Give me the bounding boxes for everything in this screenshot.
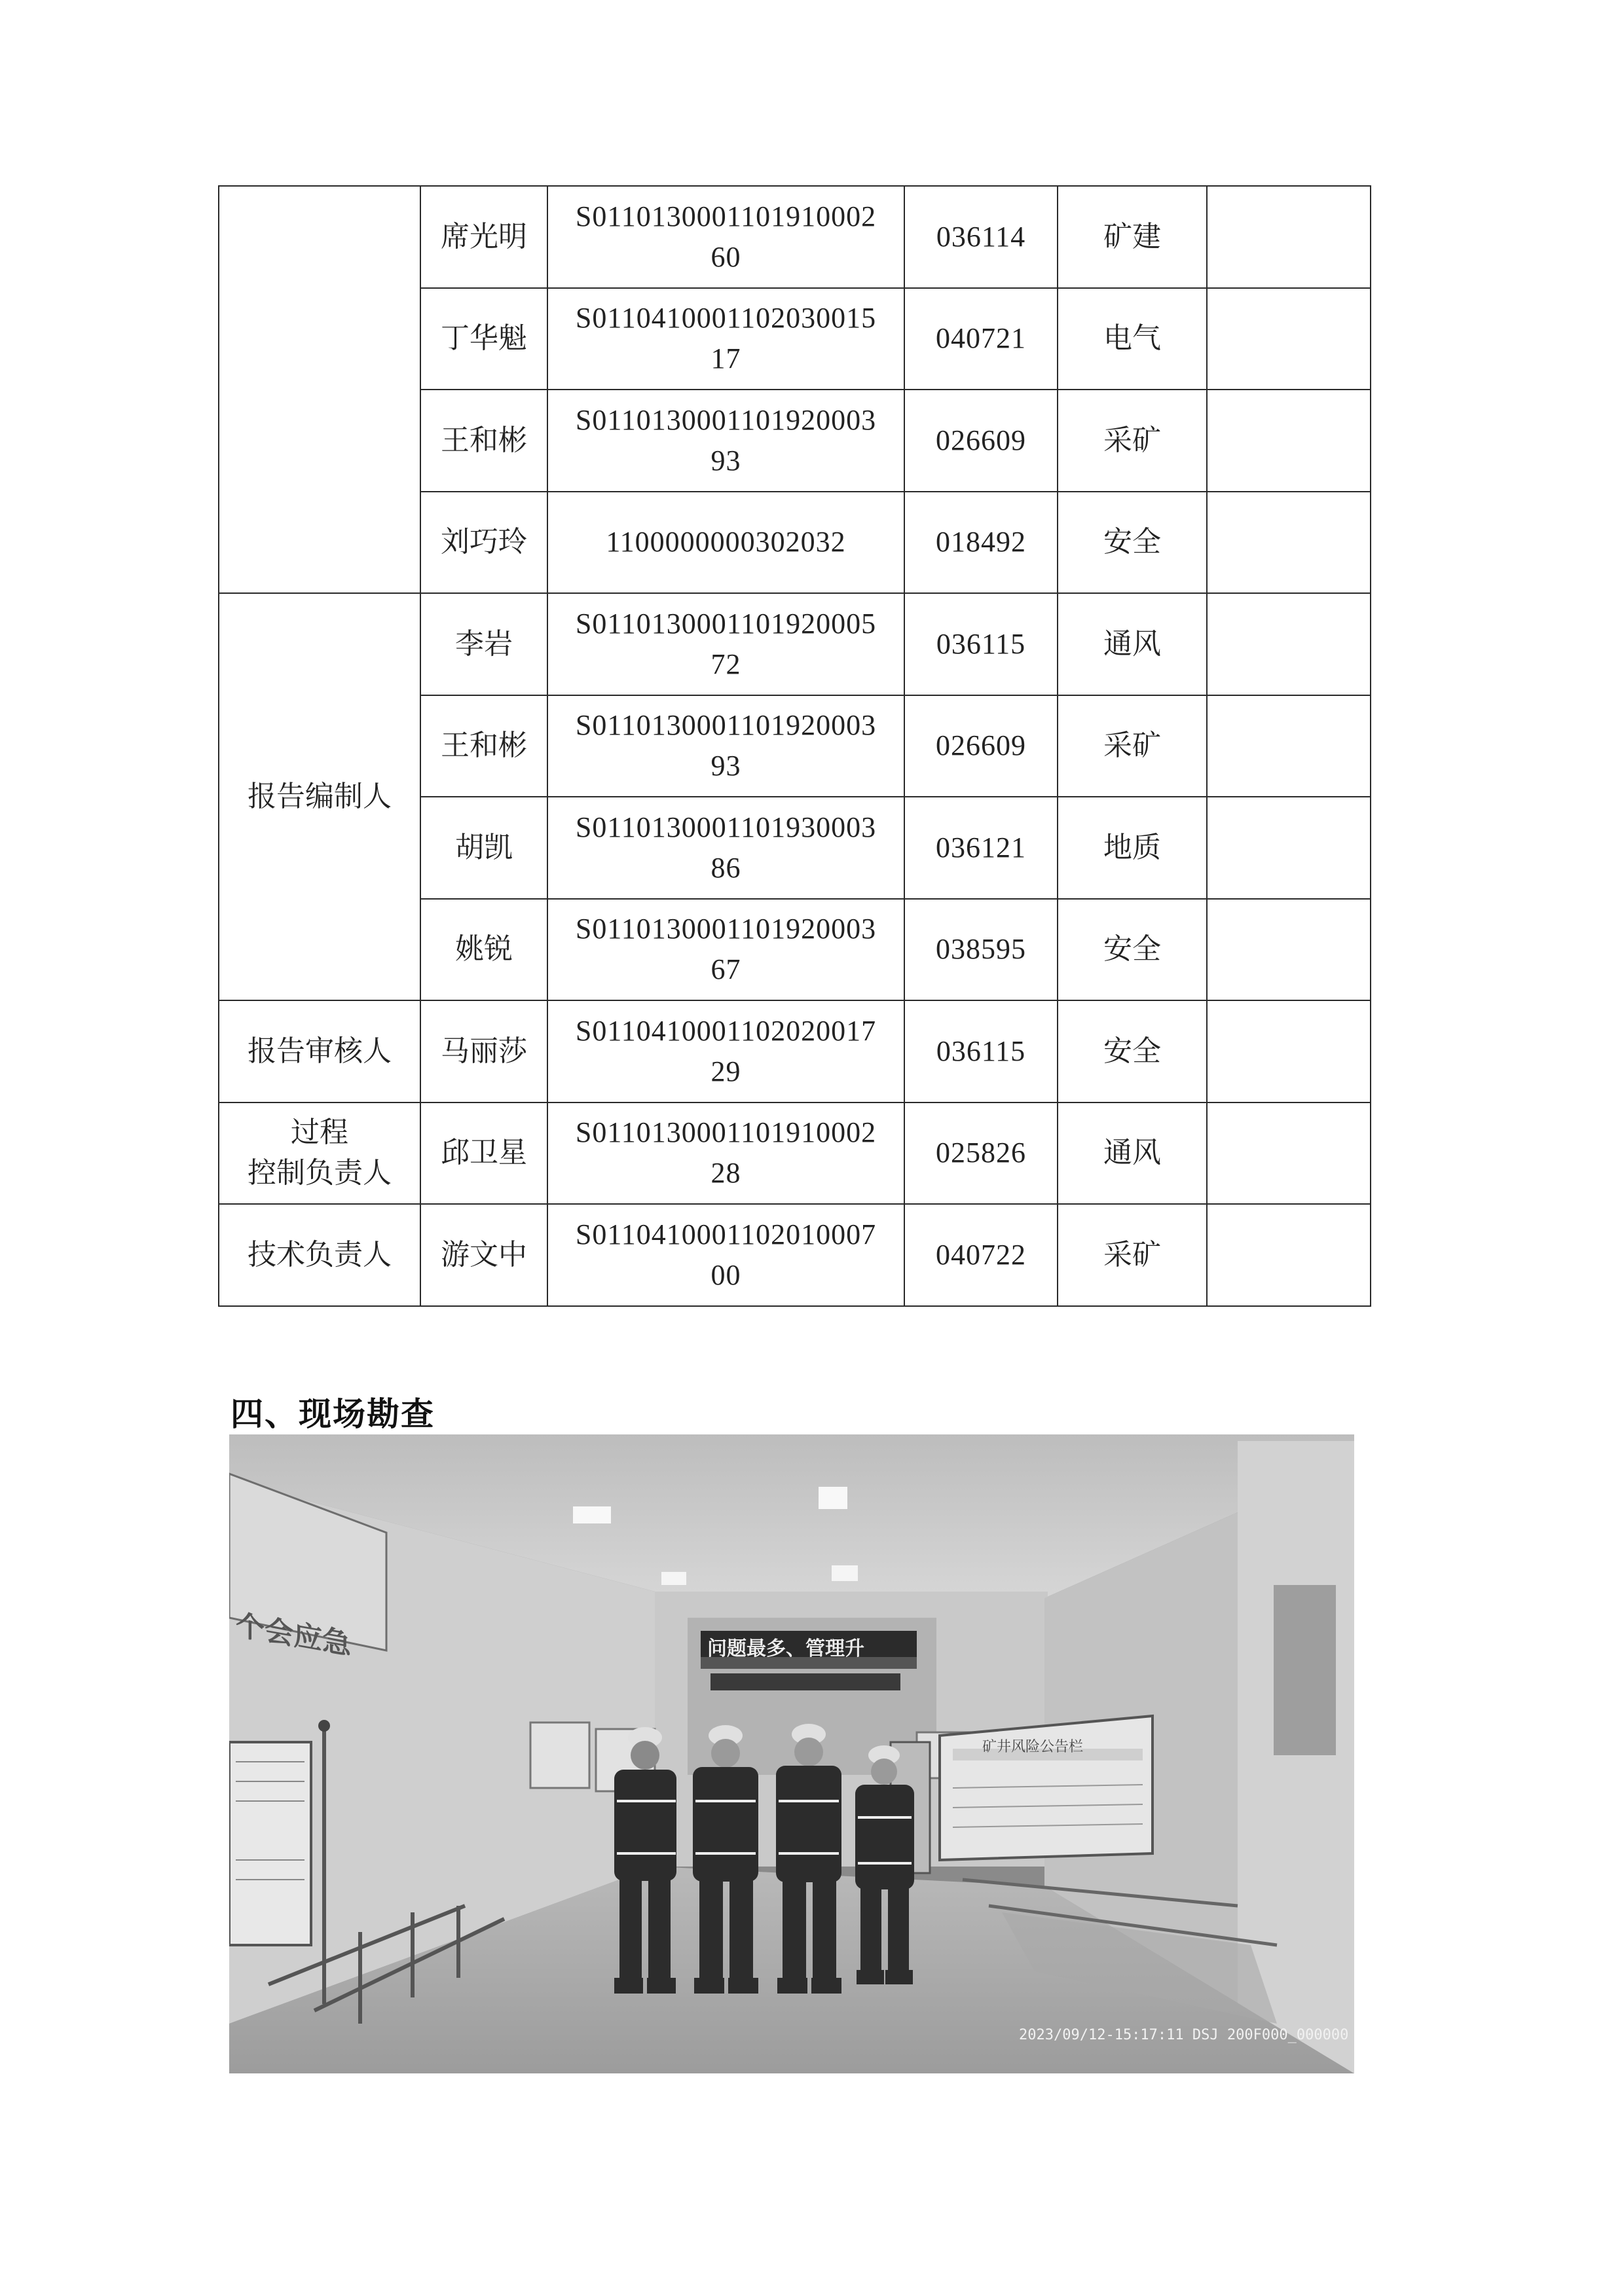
number-cell: 025826: [904, 1102, 1058, 1205]
certificate-cell: S0110410001102010007 00: [547, 1204, 904, 1306]
photo-timestamp: 2023/09/12-15:17:11 DSJ 200F000_000000: [1019, 2027, 1349, 2043]
specialty-cell: 安全: [1058, 1000, 1207, 1102]
certificate-cell: S0110130001101920005 72: [547, 593, 904, 695]
specialty-cell: 采矿: [1058, 1204, 1207, 1306]
specialty-cell: 采矿: [1058, 390, 1207, 492]
number-cell: 036121: [904, 797, 1058, 899]
specialty-cell: 电气: [1058, 288, 1207, 390]
number-cell: 026609: [904, 695, 1058, 797]
number-cell: 018492: [904, 492, 1058, 594]
extra-cell: [1207, 288, 1371, 390]
extra-cell: [1207, 695, 1371, 797]
photo-scene: [229, 1434, 1354, 2073]
number-cell: 036114: [904, 186, 1058, 288]
name-cell: 王和彬: [420, 390, 547, 492]
specialty-cell: 通风: [1058, 593, 1207, 695]
extra-cell: [1207, 492, 1371, 594]
name-cell: 游文中: [420, 1204, 547, 1306]
number-cell: 026609: [904, 390, 1058, 492]
extra-cell: [1207, 899, 1371, 1001]
specialty-cell: 采矿: [1058, 695, 1207, 797]
section-title: 四、现场勘查: [231, 1395, 435, 1433]
certificate-cell: S0110130001101920003 93: [547, 390, 904, 492]
banner-center-text: 问题最多、管理升: [707, 1637, 864, 1660]
role-process-control: 过程 控制负责人: [219, 1102, 420, 1205]
certificate-cell: S0110130001101920003 93: [547, 695, 904, 797]
extra-cell: [1207, 1102, 1371, 1205]
table-row: [219, 1102, 1371, 1205]
specialty-cell: 矿建: [1058, 186, 1207, 288]
table-row: [219, 186, 1371, 288]
personnel-table: [218, 185, 1371, 1307]
extra-cell: [1207, 186, 1371, 288]
name-cell: 胡凯: [420, 797, 547, 899]
name-cell: 丁华魁: [420, 288, 547, 390]
number-cell: 040721: [904, 288, 1058, 390]
number-cell: 036115: [904, 593, 1058, 695]
specialty-cell: 安全: [1058, 492, 1207, 594]
specialty-cell: 地质: [1058, 797, 1207, 899]
extra-cell: [1207, 390, 1371, 492]
name-cell: 刘巧玲: [420, 492, 547, 594]
table-row: [219, 1204, 1371, 1306]
name-cell: 邱卫星: [420, 1102, 547, 1205]
name-cell: 姚锐: [420, 899, 547, 1001]
certificate-cell: S0110410001102030015 17: [547, 288, 904, 390]
table-row: [219, 1000, 1371, 1102]
role-technical-lead: 技术负责人: [219, 1204, 420, 1306]
name-cell: 王和彬: [420, 695, 547, 797]
extra-cell: [1207, 593, 1371, 695]
risk-board-title: 矿井风险公告栏: [982, 1739, 1084, 1755]
banner-left-text: 个会应急: [236, 1608, 351, 1662]
extra-cell: [1207, 1000, 1371, 1102]
specialty-cell: 通风: [1058, 1102, 1207, 1205]
certificate-cell: S0110130001101910002 28: [547, 1102, 904, 1205]
table-row: [219, 593, 1371, 695]
site-survey-photo: [229, 1434, 1354, 2073]
role-report-preparer: 报告编制人: [219, 593, 420, 1000]
number-cell: 038595: [904, 899, 1058, 1001]
certificate-cell: 1100000000302032: [547, 492, 904, 594]
role-cell-continued: [219, 186, 420, 593]
name-cell: 马丽莎: [420, 1000, 547, 1102]
name-cell: 席光明: [420, 186, 547, 288]
extra-cell: [1207, 797, 1371, 899]
name-cell: 李岩: [420, 593, 547, 695]
role-report-reviewer: 报告审核人: [219, 1000, 420, 1102]
extra-cell: [1207, 1204, 1371, 1306]
certificate-cell: S0110130001101910002 60: [547, 186, 904, 288]
certificate-cell: S0110130001101930003 86: [547, 797, 904, 899]
number-cell: 040722: [904, 1204, 1058, 1306]
number-cell: 036115: [904, 1000, 1058, 1102]
certificate-cell: S0110410001102020017 29: [547, 1000, 904, 1102]
certificate-cell: S0110130001101920003 67: [547, 899, 904, 1001]
specialty-cell: 安全: [1058, 899, 1207, 1001]
